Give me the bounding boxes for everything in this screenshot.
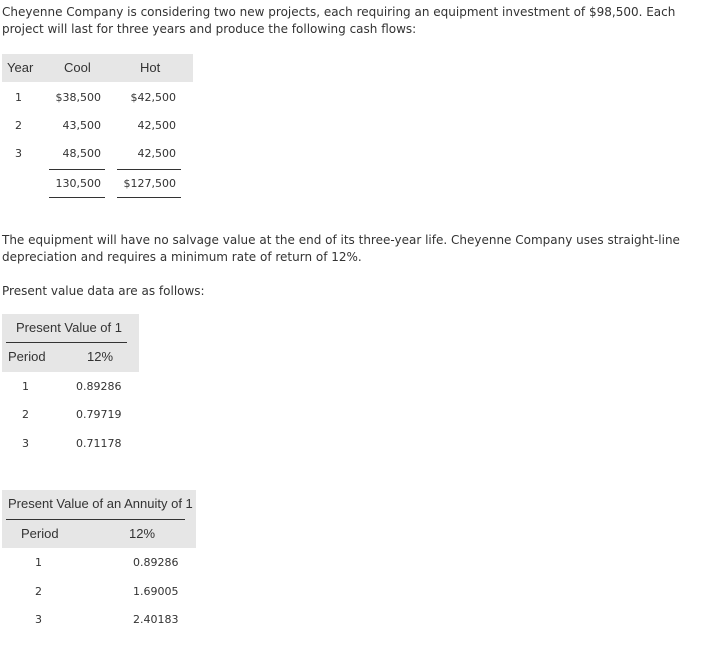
year-cell: 1 xyxy=(15,91,22,104)
period-cell: 2 xyxy=(22,408,29,421)
intro-text: Cheyenne Company is considering two new projects, each requiring an equipment investment of $98,500. Each project will last for three years and produce the following cash flows: xyxy=(2,5,676,36)
header-period: Period xyxy=(21,526,59,541)
year-cell: 2 xyxy=(15,119,22,132)
hot-cell: 42,500 xyxy=(137,119,176,132)
hot-cell: 42,500 xyxy=(137,147,176,160)
period-cell: 1 xyxy=(22,380,29,393)
period-cell: 3 xyxy=(35,613,42,626)
pv-annuity-title-rule xyxy=(6,519,185,520)
total-rule-cool xyxy=(49,197,105,198)
header-period: Period xyxy=(8,349,46,364)
value-cell: 0.89286 xyxy=(76,380,122,393)
header-cool: Cool xyxy=(64,60,91,75)
hot-cell: $42,500 xyxy=(130,91,176,104)
subtotal-rule-hot xyxy=(117,169,181,170)
pv-annuity-title: Present Value of an Annuity of 1 xyxy=(8,496,193,511)
header-year: Year xyxy=(7,60,34,75)
cool-cell: $38,500 xyxy=(55,91,101,104)
total-rule-hot xyxy=(117,197,181,198)
cool-cell: 48,500 xyxy=(62,147,101,160)
cool-cell: 43,500 xyxy=(62,119,101,132)
total-cool: 130,500 xyxy=(55,177,101,190)
subtotal-rule-cool xyxy=(49,169,105,170)
total-hot: $127,500 xyxy=(123,177,176,190)
value-cell: 2.40183 xyxy=(133,613,179,626)
value-cell: 1.69005 xyxy=(133,585,179,598)
period-cell: 1 xyxy=(35,556,42,569)
header-hot: Hot xyxy=(140,60,161,75)
period-cell: 3 xyxy=(22,437,29,450)
value-cell: 0.71178 xyxy=(76,437,122,450)
header-rate: 12% xyxy=(129,526,156,541)
depreciation-text: The equipment will have no salvage value at the end of its three-year life. Cheyenne Company uses straight-line depreciation and requires a minimum rate of return of 12%. xyxy=(2,233,680,264)
pv-of-1-title: Present Value of 1 xyxy=(16,320,122,335)
pv-intro-text: Present value data are as follows: xyxy=(2,284,205,298)
year-cell: 3 xyxy=(15,147,22,160)
value-cell: 0.89286 xyxy=(133,556,179,569)
pv-of-1-title-rule xyxy=(6,342,127,343)
header-rate: 12% xyxy=(87,349,114,364)
period-cell: 2 xyxy=(35,585,42,598)
value-cell: 0.79719 xyxy=(76,408,122,421)
